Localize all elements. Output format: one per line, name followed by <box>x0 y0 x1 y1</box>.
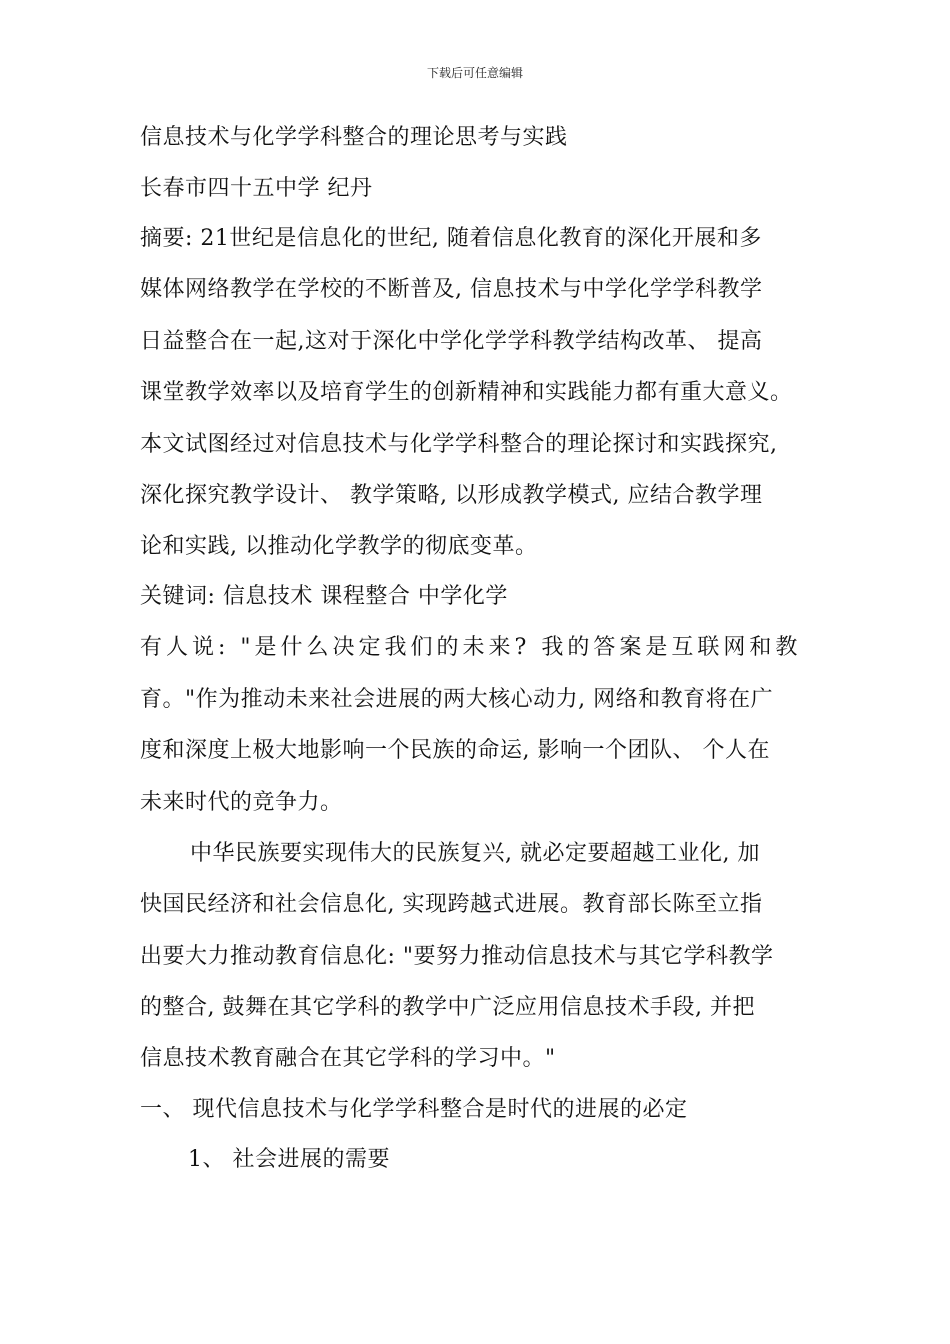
document-title: 信息技术与化学学科整合的理论思考与实践 <box>140 125 568 150</box>
paragraph-line: 育。"作为推动未来社会进展的两大核心动力, 网络和教育将在广 <box>140 687 774 712</box>
paragraph-line: 出要大力推动教育信息化: "要努力推动信息技术与其它学科教学 <box>140 944 774 969</box>
abstract-line: 本文试图经过对信息技术与化学学科整合的理论探讨和实践探究, <box>140 432 778 457</box>
page-header-note: 下载后可任意编辑 <box>426 66 523 80</box>
subsection-heading: 1、 社会进展的需要 <box>188 1147 390 1172</box>
paragraph-line: 信息技术教育融合在其它学科的学习中。" <box>140 1046 556 1071</box>
author-line: 长春市四十五中学 纪丹 <box>140 176 373 201</box>
abstract-line: 摘要: 21世纪是信息化的世纪, 随着信息化教育的深化开展和多 <box>140 226 762 251</box>
paragraph-line: 的整合, 鼓舞在其它学科的教学中广泛应用信息技术手段, 并把 <box>140 995 755 1020</box>
keywords-line: 关键词: 信息技术 课程整合 中学化学 <box>140 584 508 609</box>
section-heading: 一、 现代信息技术与化学学科整合是时代的进展的必定 <box>140 1097 688 1122</box>
abstract-line: 媒体网络教学在学校的不断普及, 信息技术与中学化学学科教学 <box>140 277 763 302</box>
abstract-line: 课堂教学效率以及培育学生的创新精神和实践能力都有重大意义。 <box>140 380 793 405</box>
abstract-line: 深化探究教学设计、 教学策略, 以形成教学模式, 应结合教学理 <box>140 483 763 508</box>
paragraph-line: 有人说: "是什么决定我们的未来? 我的答案是互联网和教 <box>140 635 802 660</box>
paragraph-line: 度和深度上极大地影响一个民族的命运, 影响一个团队、 个人在 <box>140 738 770 763</box>
paragraph-line: 中华民族要实现伟大的民族复兴, 就必定要超越工业化, 加 <box>190 841 760 866</box>
abstract-line: 日益整合在一起,这对于深化中学化学学科教学结构改革、 提高 <box>140 329 763 354</box>
paragraph-line: 未来时代的竞争力。 <box>140 790 343 815</box>
paragraph-line: 快国民经济和社会信息化, 实现跨越式进展。教育部长陈至立指 <box>140 892 763 917</box>
abstract-line: 论和实践, 以推动化学教学的彻底变革。 <box>140 534 538 559</box>
